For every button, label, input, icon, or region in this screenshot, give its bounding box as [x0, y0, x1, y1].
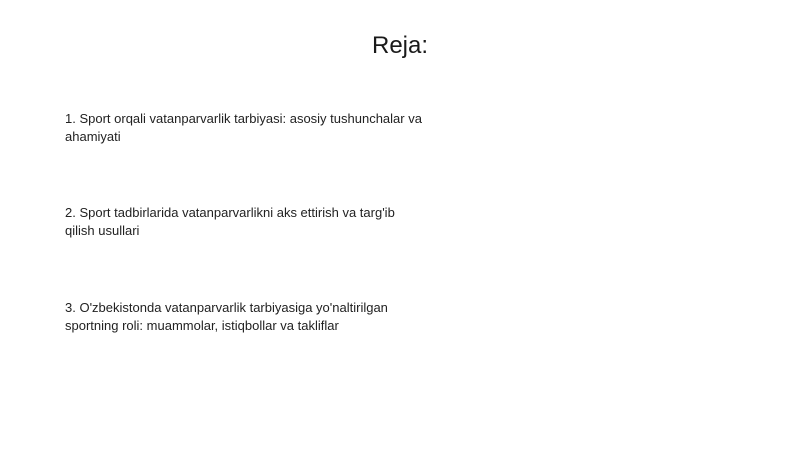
slide-title: Reja:: [371, 32, 429, 59]
plan-item-3: 3. O'zbekistonda vatanparvarlik tarbiyasiga yo'naltirilgan sportning roli: muammolar, istiqbollar va takliflar: [65, 300, 388, 333]
plan-item-2: 2. Sport tadbirlarida vatanparvarlikni aks ettirish va targ'ib qilish usullari: [65, 205, 395, 238]
plan-item-1: 1. Sport orqali vatanparvarlik tarbiyasi: asosiy tushunchalar va ahamiyati: [65, 111, 422, 144]
